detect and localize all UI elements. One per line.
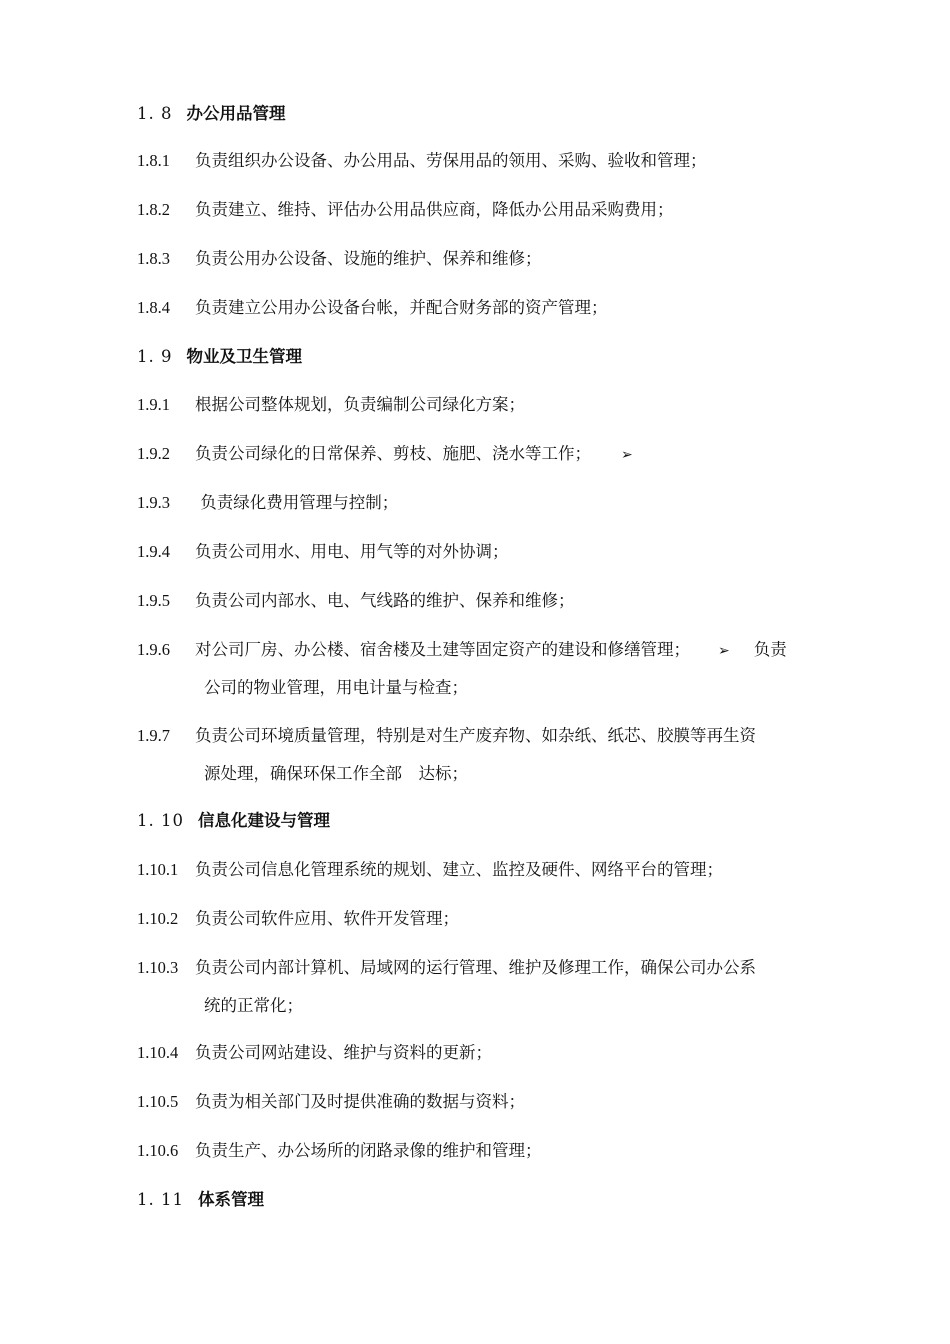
section-title: 办公用品管理 [186,104,286,123]
item-number: 1.9.7 [137,726,170,745]
item-text: 负责公用办公设备、设施的维护、保养和维修； [195,249,542,268]
arrow-bullet-icon: ➢ [718,643,730,659]
section-number: 1. 9 [137,347,173,366]
item-number: 1.9.1 [137,395,170,414]
section-title: 物业及卫生管理 [186,347,302,366]
item-text: 负责公司内部计算机、局域网的运行管理、维护及修理工作，确保公司办公系 [195,958,756,977]
item-number: 1.8.4 [137,298,170,317]
item-text: 负责公司内部水、电、气线路的维护、保养和维修； [195,591,575,610]
list-item [137,298,867,318]
item-number: 1.9.6 [137,640,170,659]
section-number: 1. 11 [137,1190,184,1209]
item-text: 负责公司网站建设、维护与资料的更新； [195,1043,492,1062]
item-text: 负责组织办公设备、办公用品、劳保用品的领用、采购、验收和管理； [195,151,707,170]
item-continuation: 源处理，确保环保工作全部 达标； [204,764,468,783]
item-text: 负责生产、办公场所的闭路录像的维护和管理； [195,1141,542,1160]
list-item [137,1092,867,1112]
item-text: 负责绿化费用管理与控制； [195,493,399,512]
list-item [137,909,867,929]
item-text: 负责公司信息化管理系统的规划、建立、监控及硬件、网络平台的管理； [195,860,723,879]
section-title: 体系管理 [197,1190,264,1209]
item-number: 1.9.2 [137,444,170,463]
list-item [137,395,867,415]
list-item [137,958,867,978]
item-number: 1.9.5 [137,591,170,610]
item-continuation: 统的正常化； [204,996,303,1015]
section-heading [137,1190,867,1210]
list-item [137,493,867,513]
list-item [137,1043,867,1063]
item-number: 1.8.2 [137,200,170,219]
item-continuation: 公司的物业管理，用电计量与检查； [204,678,468,697]
list-item [137,591,867,611]
list-item [137,640,867,661]
section-number: 1. 10 [137,811,184,830]
section-number: 1. 8 [137,104,173,123]
list-item [137,726,867,746]
item-text: 根据公司整体规划，负责编制公司绿化方案； [195,395,525,414]
list-item [137,860,867,880]
list-item [137,1141,867,1161]
item-number: 1.9.4 [137,542,170,561]
section-heading [137,104,867,124]
item-number: 1.9.3 [137,493,170,512]
item-number: 1.10.1 [137,860,179,879]
item-text: 负责公司绿化的日常保养、剪枝、施肥、浇水等工作； [195,444,591,463]
section-heading [137,347,867,367]
item-text-continued: 负责 [753,640,787,659]
list-item [137,444,867,465]
item-number: 1.8.3 [137,249,170,268]
item-text: 负责公司用水、用电、用气等的对外协调； [195,542,509,561]
list-item [137,249,867,269]
section-title: 信息化建设与管理 [197,811,330,830]
item-number: 1.8.1 [137,151,170,170]
item-text: 对公司厂房、办公楼、宿舍楼及土建等固定资产的建设和修缮管理； [195,640,690,659]
item-number: 1.10.5 [137,1092,179,1111]
item-number: 1.10.4 [137,1043,179,1062]
item-text: 负责建立公用办公设备台帐，并配合财务部的资产管理； [195,298,608,317]
item-number: 1.10.6 [137,1141,179,1160]
list-item [137,542,867,562]
item-number: 1.10.2 [137,909,179,928]
item-number: 1.10.3 [137,958,179,977]
arrow-bullet-icon: ➢ [621,447,633,463]
section-heading [137,811,867,831]
item-text: 负责公司环境质量管理，特别是对生产废弃物、如杂纸、纸芯、胶膜等再生资 [195,726,756,745]
list-item [137,151,867,171]
item-text: 负责公司软件应用、软件开发管理； [195,909,459,928]
item-text: 负责建立、维持、评估办公用品供应商，降低办公用品采购费用； [195,200,674,219]
list-item [137,200,867,220]
item-text: 负责为相关部门及时提供准确的数据与资料； [195,1092,525,1111]
